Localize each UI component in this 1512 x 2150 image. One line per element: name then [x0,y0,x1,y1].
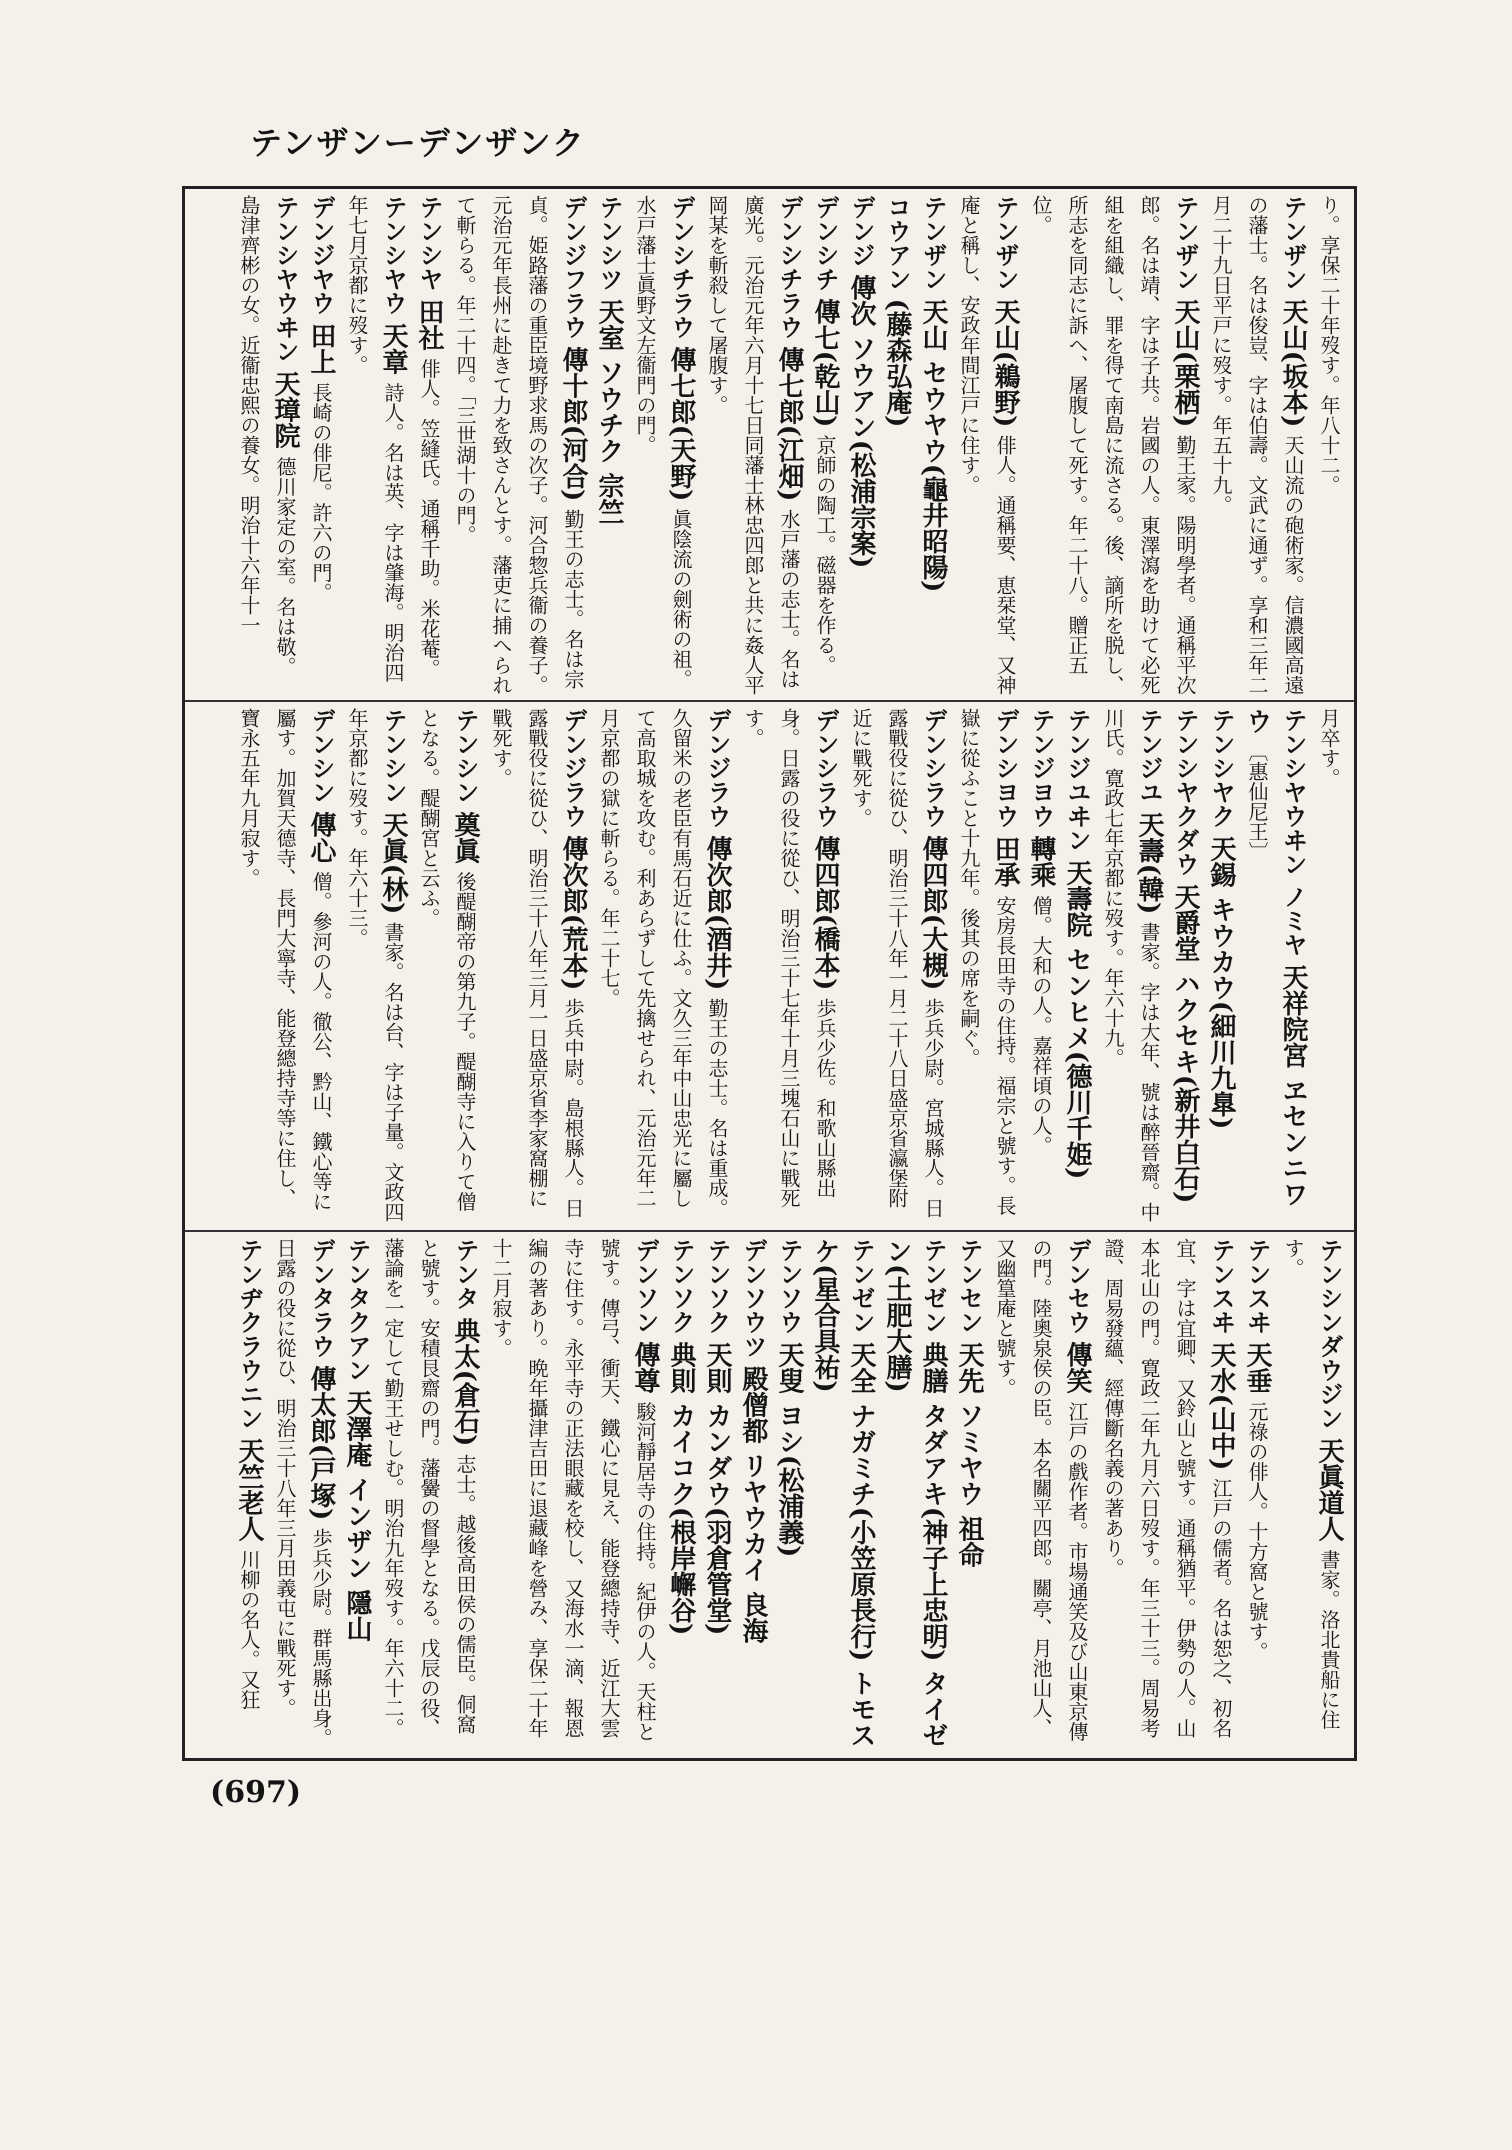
entry-reading: テンシンダウジン [1315,1238,1343,1430]
entry-text: 僧。大和の人。嘉祥頃の人。 [1029,895,1053,1156]
dictionary-entry [1023,195,1203,695]
entry-reading: テンシン [379,708,407,804]
dictionary-entry [735,708,843,1223]
entry-reading: デンシチラウ [775,195,803,339]
entry-text: 歩兵中尉。島根縣人。日露戰役に從ひ、明治三十八年三月一日盛京省李家窩棚に戰死す。 [489,708,585,1218]
entry-text: 歩兵少尉。宮城縣人。日露戰役に從ひ、明治三十八年一月二十八日盛京省瀛堡附近に戰死す。 [849,708,945,1218]
entry-reading: デンセウ [1063,1238,1091,1334]
entry-headword: 天則 カンダウ(羽倉管堂) [702,1341,732,1636]
entry-reading: デンジラウ [703,708,731,828]
entry-text: 〔惠仙尼王〕 [1245,741,1269,862]
entry-reading: デンシヨウ [991,708,1019,828]
middle-section [192,708,1347,1223]
dictionary-entry [1203,195,1311,695]
entry-text: 俳人。通稱要、恵栞堂、又神庵と稱し、安政年間江戸に住す。 [957,195,1017,695]
entry-headword: 田社 [414,298,444,351]
entry-headword: 田承 [990,835,1020,888]
entry-reading: テンソク [703,1238,731,1334]
entry-text: 安房長田寺の住持。福宗と號す。長嶽に從ふこと十九年。後其の席を嗣ぐ。 [957,708,1017,1216]
entry-headword: 天眞(林) [378,811,408,915]
entry-headword: 傳七郎(江畑) [774,346,804,502]
entry-headword: 天竺老人 [234,1437,264,1542]
dictionary-entry [699,195,807,695]
entry-headword: 傳次郎(酒井) [702,835,732,991]
dictionary-entry [1311,708,1347,1223]
entry-text: 後醍醐帝の第九子。醍醐寺に入りて僧となる。醍醐宮と云ふ。 [417,708,477,1212]
dictionary-entry [1167,708,1203,1223]
entry-text: 歩兵少尉。群馬縣出身。日露の役に從ひ、明治三十八年三月田義屯に戰死す。 [273,1238,333,1748]
entry-headword: 天澤庵 インザン 隱山 [342,1389,372,1642]
entry-text: 江戸の儒者。名は恕之、初名宜、字は宜卿、又鈴山と號す。通稱猶平。伊勢の人。山本北山の門。寛政二年九月六日歿す。年三十三。周易考證、周易發蘊、經傳斷名義の著あり。 [1101,1238,1233,1738]
entry-reading: テンゼン [847,1238,875,1334]
entry-reading: テンシヤウヰン ノミヤ [1279,708,1307,957]
entry-text: 書家。洛北貴船に住す。 [1281,1238,1341,1730]
entry-reading: テンシン [451,708,479,804]
entry-headword: 天室 ソウチク 宗竺 [594,298,624,525]
dictionary-entry [339,1238,375,1753]
entry-reading: テンシツ [595,195,623,291]
entry-reading: デンソン [631,1238,659,1334]
entry-reading: デンジヤウ [307,195,335,315]
entry-headword: 天叟 ヨシ(松浦義) [774,1341,804,1558]
entry-reading: デンシラウ [919,708,947,828]
entry-headword: 天錫 キウカウ(細川九臯) [1206,835,1236,1130]
entry-reading: デンジ [847,195,875,267]
entry-reading: デンタラウ [307,1238,335,1358]
dictionary-entry [1059,708,1095,1223]
entry-headword: 轉乘 [1026,835,1056,888]
entry-reading: テンシヤク [1207,708,1235,828]
lower-section [192,1238,1347,1753]
entry-headword: 傳四郎(大槻) [918,835,948,991]
dictionary-entry [843,708,951,1223]
entry-text: 元祿の俳人。十方窩と號す。 [1245,1401,1269,1662]
dictionary-entry [627,195,699,695]
dictionary-entry [771,1238,807,1753]
entry-headword: 天先 ソミヤウ 祖命 [954,1341,984,1568]
entry-reading: テンジユヰン [1063,708,1091,852]
entry-reading: デンシラウ [811,708,839,828]
dictionary-entry [1311,195,1347,695]
dictionary-entry [591,195,627,695]
dictionary-entry [267,1238,339,1753]
entry-headword: 天全 ナガミチ(小笠原長行) トモスケ(星合具祐) [810,1238,876,1749]
dictionary-entry [915,195,951,695]
entry-reading: コウアン [883,195,911,291]
entry-reading: テンタ [451,1238,479,1310]
entry-headword: 傳七郎(天野) [666,346,696,502]
dictionary-entry [987,1238,1095,1753]
page-number: (697) [210,1775,302,1810]
entry-reading: テンヂクラウニン [235,1238,263,1430]
entry-headword: 天山(坂本) [1278,298,1308,428]
entry-reading: テンシヤ [415,195,443,291]
entry-text: 月卒す。 [1317,708,1341,788]
entry-text: 德川家定の室。名は敬。島津齊彬の女。近衞忠熙の養女。明治十六年十一 [237,195,297,677]
entry-reading: デンジラウ [559,708,587,828]
entry-headword: 天山(鵜野) [990,298,1020,428]
entry-text: 天山流の砲術家。信濃國高遠の藩士。名は俊豈、字は伯壽。文武に通ず。享和三年二月二十九日平戸に歿す。年五十九。 [1209,195,1305,695]
entry-reading: テンスヰ [1243,1238,1271,1334]
entry-headword: 典膳 タダアキ(神子上忠明) タイゼン(土肥大膳) [882,1238,948,1749]
dictionary-entry [447,195,591,695]
entry-reading: テンソウ [775,1238,803,1334]
dictionary-entry [1095,1238,1239,1753]
entry-text: 駿河靜居寺の住持。紀伊の人。天柱と號す。傳弓、衝天、鐵心に見え、能登總持寺、近江大雲寺に住す。永平寺の正法眼藏を校し、又海水一滴、報恩編の著あり。晩年攝津吉田に退藏峰を營み、享保二十年十二月寂す。 [489,1238,657,1742]
entry-reading: テンジユ [1135,708,1163,804]
entry-text: 書家。字は大年、號は醉晉齋。中川氏。寛政七年京都に歿す。年六十九。 [1101,708,1161,1222]
entry-text: り。享保二十年歿す。年八十二。 [1317,195,1341,495]
entry-reading: デンシチラウ [667,195,695,339]
entry-headword: 天垂 [1242,1341,1272,1394]
entry-headword: 傳十郎(河合) [558,346,588,502]
entry-headword: 殿僧都 リヤウカイ 良海 [738,1365,768,1644]
entry-reading: デンソウツ [739,1238,767,1358]
entry-reading: テンゼン [919,1238,947,1334]
entry-text: 歩兵少佐。和歌山縣出身。日露の役に從ひ、明治三十七年十月三塊石山に戰死す。 [741,708,837,1208]
dictionary-entry [411,195,447,695]
entry-headword: 天章 [378,322,408,375]
entry-headword: 天爵堂 ハクセキ(新井白石) [1170,883,1200,1204]
entry-reading: テンスヰ [1207,1238,1235,1334]
entry-reading: テンザン [1279,195,1307,291]
dictionary-entry [339,708,411,1223]
dictionary-entry [1095,708,1167,1223]
running-header: テンザンーデンザンク [250,124,586,162]
entry-headword: 田上 [306,322,336,375]
entry-text: 長崎の俳尼。許六の門。 [309,382,333,603]
dictionary-entry [483,708,591,1223]
entry-headword: 傳太郎(戸塚) [306,1365,336,1521]
entry-reading: テンシヤクダウ [1171,708,1199,876]
entry-headword: 天祥院宮 ヱセンニワウ [1242,708,1308,1208]
entry-reading: テンセン [955,1238,983,1334]
dictionary-entry [1239,1238,1275,1753]
entry-reading: テンザン [991,195,1019,291]
dictionary-entry [375,1238,483,1753]
dictionary-entry [735,1238,771,1753]
entry-headword: 傳心 [306,811,336,864]
dictionary-entry [843,195,879,695]
entry-text: 詩人。名は英、字は肇海。明治四年七月京都に歿す。 [345,195,405,683]
entry-headword: 天水(山中) [1206,1341,1236,1471]
entry-reading: テンシヤウヰン [271,195,299,363]
entry-headword: 傳次郎(荒本) [558,835,588,991]
entry-text: 志士。越後高田侯の儒臣。侗窩と號す。安積艮齋の門。藩黌の督學となる。戊辰の役、藩論を一定して勤王せしむ。明治九年歿す。年六十二。 [381,1238,477,1738]
entry-headword: 傳七(乾山) [810,298,840,428]
dictionary-entry [339,195,411,695]
upper-section [192,195,1347,695]
dictionary-entry [1203,708,1239,1223]
dictionary-entry [1275,1238,1347,1753]
entry-reading: テンザン [1171,195,1199,291]
dictionary-entry [411,708,483,1223]
entry-text: 書家。名は台、字は子量。文政四年京都に歿す。年六十三。 [345,708,405,1222]
dictionary-entry [1239,708,1311,1223]
entry-reading: テンザン [919,195,947,291]
entry-reading: デンジフラウ [559,195,587,339]
entry-headword: 傳尊 [630,1341,660,1394]
entry-headword: 傳次 ソウアン(松浦宗案) [846,274,876,569]
entry-headword: 典太(倉石) [450,1317,480,1447]
dictionary-entry [303,195,339,695]
dictionary-entry [879,1238,951,1753]
entry-headword: 天山 セウヤウ(龜井昭陽) [918,298,948,593]
dictionary-entry [231,195,303,695]
dictionary-entry [699,1238,735,1753]
entry-text: 僧。參河の人。徹公、黔山、鐵心等に屬す。加賀天德寺、長門大寧寺、能登總持寺等に住し、寶永五年九月寂す。 [237,708,333,1212]
entry-headword: 奠眞 [450,811,480,864]
entry-headword: 天璋院 [270,370,300,449]
dictionary-entry [231,1238,267,1753]
entry-reading: テンタクアン [343,1238,371,1382]
entry-text: 京師の陶工。磁器を作る。 [813,434,837,675]
entry-text: 勤王家。陽明學者。通稱平次郎。名は靖、字は子共。岩國の人。東澤瀉を助けて必死組を組織し、罪を得て南島に流さる。後、謫所を脱し、所志を同志に訴へ、屠腹して死す。年二十八。贈正五位。 [1029,195,1197,695]
dictionary-entry [663,1238,699,1753]
dictionary-entry [879,195,915,695]
entry-reading: テンソク [667,1238,695,1334]
entry-headword: 典則 カイコク(根岸嶰谷) [666,1341,696,1636]
entry-reading: テンシヤウ [379,195,407,315]
entry-text: 俳人。笠縫氏。通稱千助。米花菴。 [417,358,441,679]
dictionary-entry [807,195,843,695]
dictionary-entry [951,1238,987,1753]
section-divider-2 [185,1230,1354,1232]
dictionary-entry [951,195,1023,695]
entry-text: 江戸の戲作者。市場通笑及び山東京傳の門。陸奧泉侯の臣。本名關平四郎。關亭、月池山人、又幽篁庵と號す。 [993,1238,1089,1742]
entry-text: 勤王の志士。名は宗貞。姫路藩の重臣境野求馬の次子。河合惣兵衞の養子。元治元年長州に赴きて力を致さんとす。藩吏に捕へられて斬らる。年二十四。「三世湖十の門。 [453,195,585,695]
entry-headword: 傳四郎(橋本) [810,835,840,991]
entry-headword: 天山(栗栖) [1170,298,1200,428]
dictionary-entry [807,1238,879,1753]
entry-text: 眞陰流の劍術の祖。水戸藩士眞野文左衞門の門。 [633,195,693,689]
section-divider-1 [185,700,1354,702]
entry-text: 勤王の志士。名は重成。久留米の老臣有馬石近に仕ふ。文久三年中山忠光に屬して高取城を攻む。利あらずして先擒せられ、元治元年二月京都の獄に斬らる。年二十七。 [597,708,729,1218]
entry-text: 水戸藩の志士。名は廣光。元治元年六月十七日同藩士林忠四郎と共に姦人平岡某を斬殺して屠腹す。 [705,195,801,695]
entry-text: 川柳の名人。又狂 [237,1549,261,1710]
entry-headword: 天壽院 センヒメ(德川千姫) [1062,859,1092,1180]
dictionary-entry [231,708,339,1223]
entry-reading: テンジヨウ [1027,708,1055,828]
entry-headword: 天眞道人 [1314,1437,1344,1542]
entry-headword: (藤森弘庵) [882,298,912,428]
entry-reading: デンシチ [811,195,839,291]
entry-headword: 傳笑 [1062,1341,1092,1394]
dictionary-entry [951,708,1023,1223]
dictionary-entry [591,708,735,1223]
dictionary-entry [483,1238,663,1753]
dictionary-entry [1023,708,1059,1223]
entry-headword: 天壽(韓) [1134,811,1164,915]
entry-reading: デンシン [307,708,335,804]
